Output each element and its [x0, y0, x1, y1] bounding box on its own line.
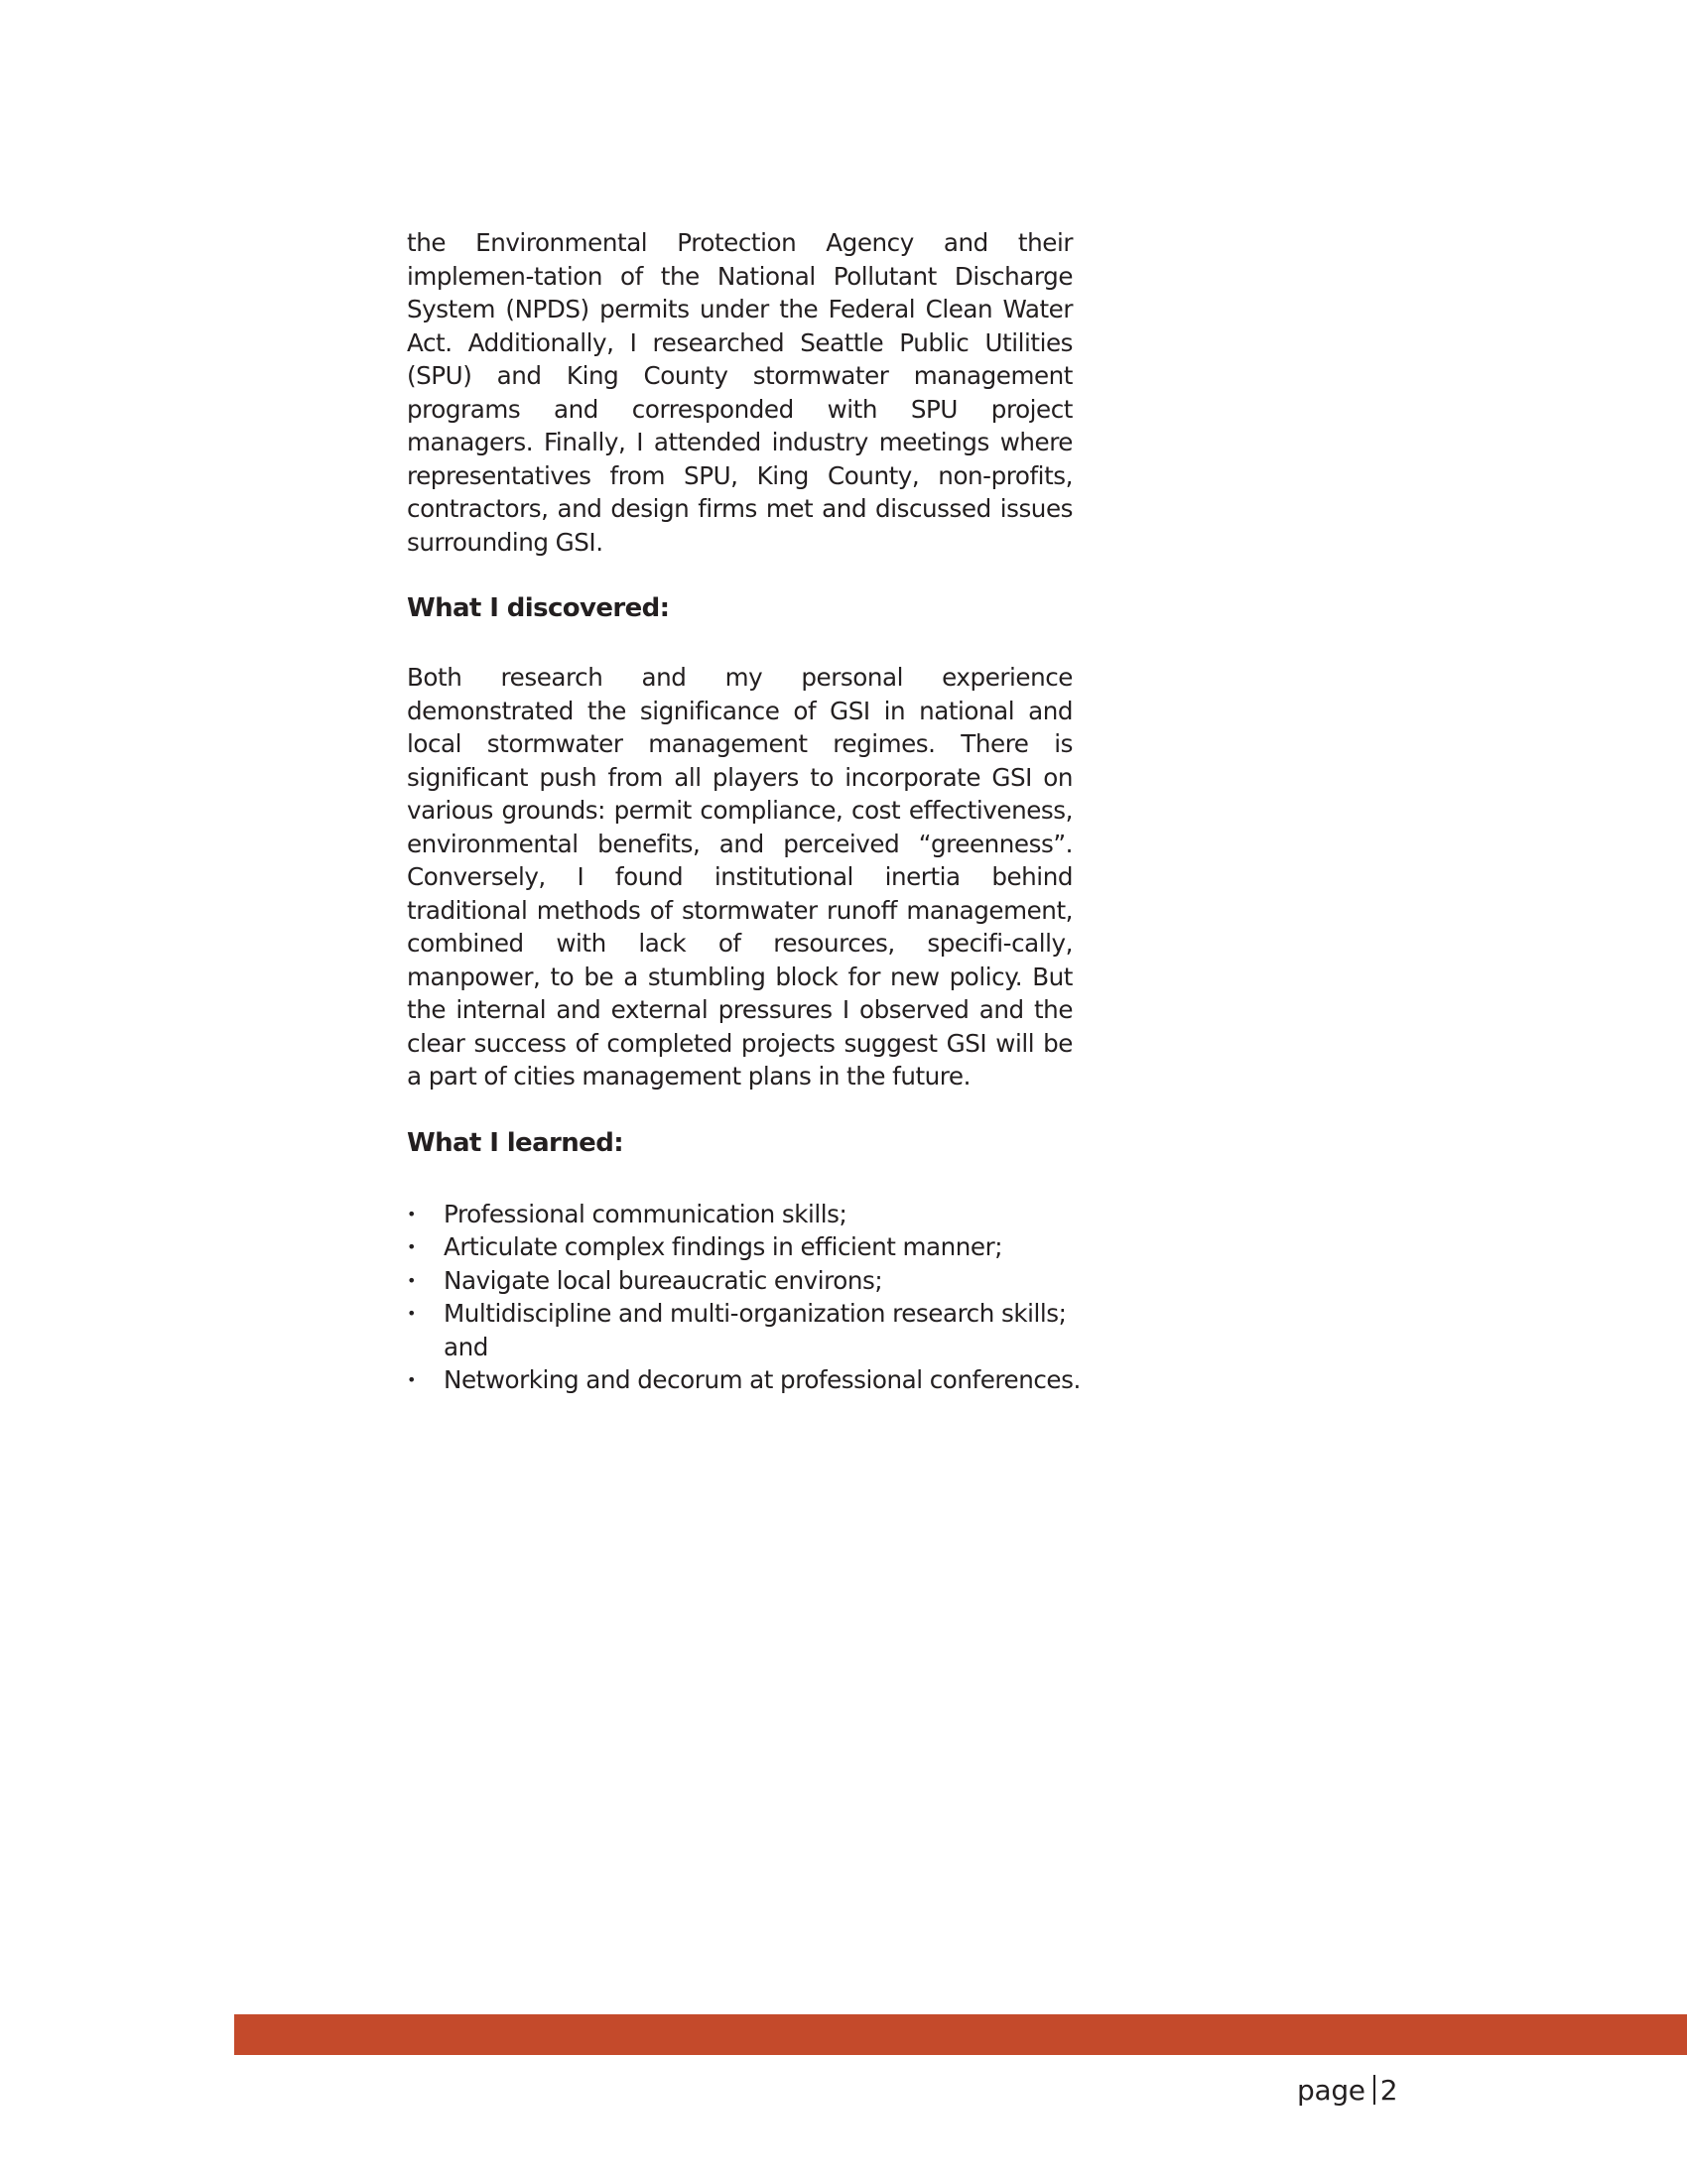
- page-number: [1297, 2073, 1397, 2109]
- bullet-icon: •: [407, 1204, 416, 1223]
- page-number-value: 2: [1379, 2074, 1398, 2107]
- bullet-icon: •: [407, 1270, 416, 1290]
- list-item-text: Networking and decorum at professional conferences.: [444, 1365, 1081, 1394]
- list-item: [407, 1198, 1092, 1231]
- bullet-icon: •: [407, 1370, 416, 1389]
- list-item-text: Professional communication skills;: [444, 1199, 847, 1228]
- intro-paragraph: the Environmental Protection Agency and their implemen-tation of the National Pollutant Discharge System (NPDS) permits under the Federal Clean Water Act. Additionally, I researched Seattle Public Utilities (SPU) and King County stormwater management programs and corresponded with SPU project managers. Finally, I attended industry meetings where representatives from SPU, King County, non-profits, contractors, and design firms met and discussed issues surrounding GSI.: [407, 228, 1073, 557]
- bullet-icon: •: [407, 1237, 416, 1256]
- footer-accent-bar: [234, 2014, 1687, 2055]
- list-item: [407, 1363, 1092, 1397]
- list-item: [407, 1297, 1092, 1363]
- learned-list: [407, 1198, 1092, 1397]
- what-i-discovered-heading: What I discovered:: [407, 593, 670, 623]
- discovered-paragraph: Both research and my personal experience demonstrated the significance of GSI in national and local stormwater management regimes. There is significant push from all players to incorporate GSI on various grounds: permit compliance, cost effectiveness, environmental benefits, and perceived “greenness”. Conversely, I found institutional inertia behind traditional methods of stormwater runoff management, combined with lack of resources, specifi-cally, manpower, to be a stumbling block for new policy. But the internal and external pressures I observed and the clear success of completed projects suggest GSI will be a part of cities management plans in the future.: [407, 663, 1073, 1091]
- page-separator: [1373, 2075, 1375, 2105]
- list-item-text: Multidiscipline and multi-organization research skills; and: [444, 1299, 1067, 1361]
- list-item-text: Articulate complex findings in efficient manner;: [444, 1232, 1003, 1261]
- list-item: [407, 1230, 1092, 1264]
- page-label: page: [1297, 2074, 1365, 2107]
- bullet-icon: •: [407, 1304, 416, 1323]
- main-text-column: [407, 226, 1081, 1397]
- what-i-learned-heading: What I learned:: [407, 1127, 624, 1158]
- list-item: [407, 1264, 1092, 1298]
- list-item-text: Navigate local bureaucratic environs;: [444, 1265, 883, 1295]
